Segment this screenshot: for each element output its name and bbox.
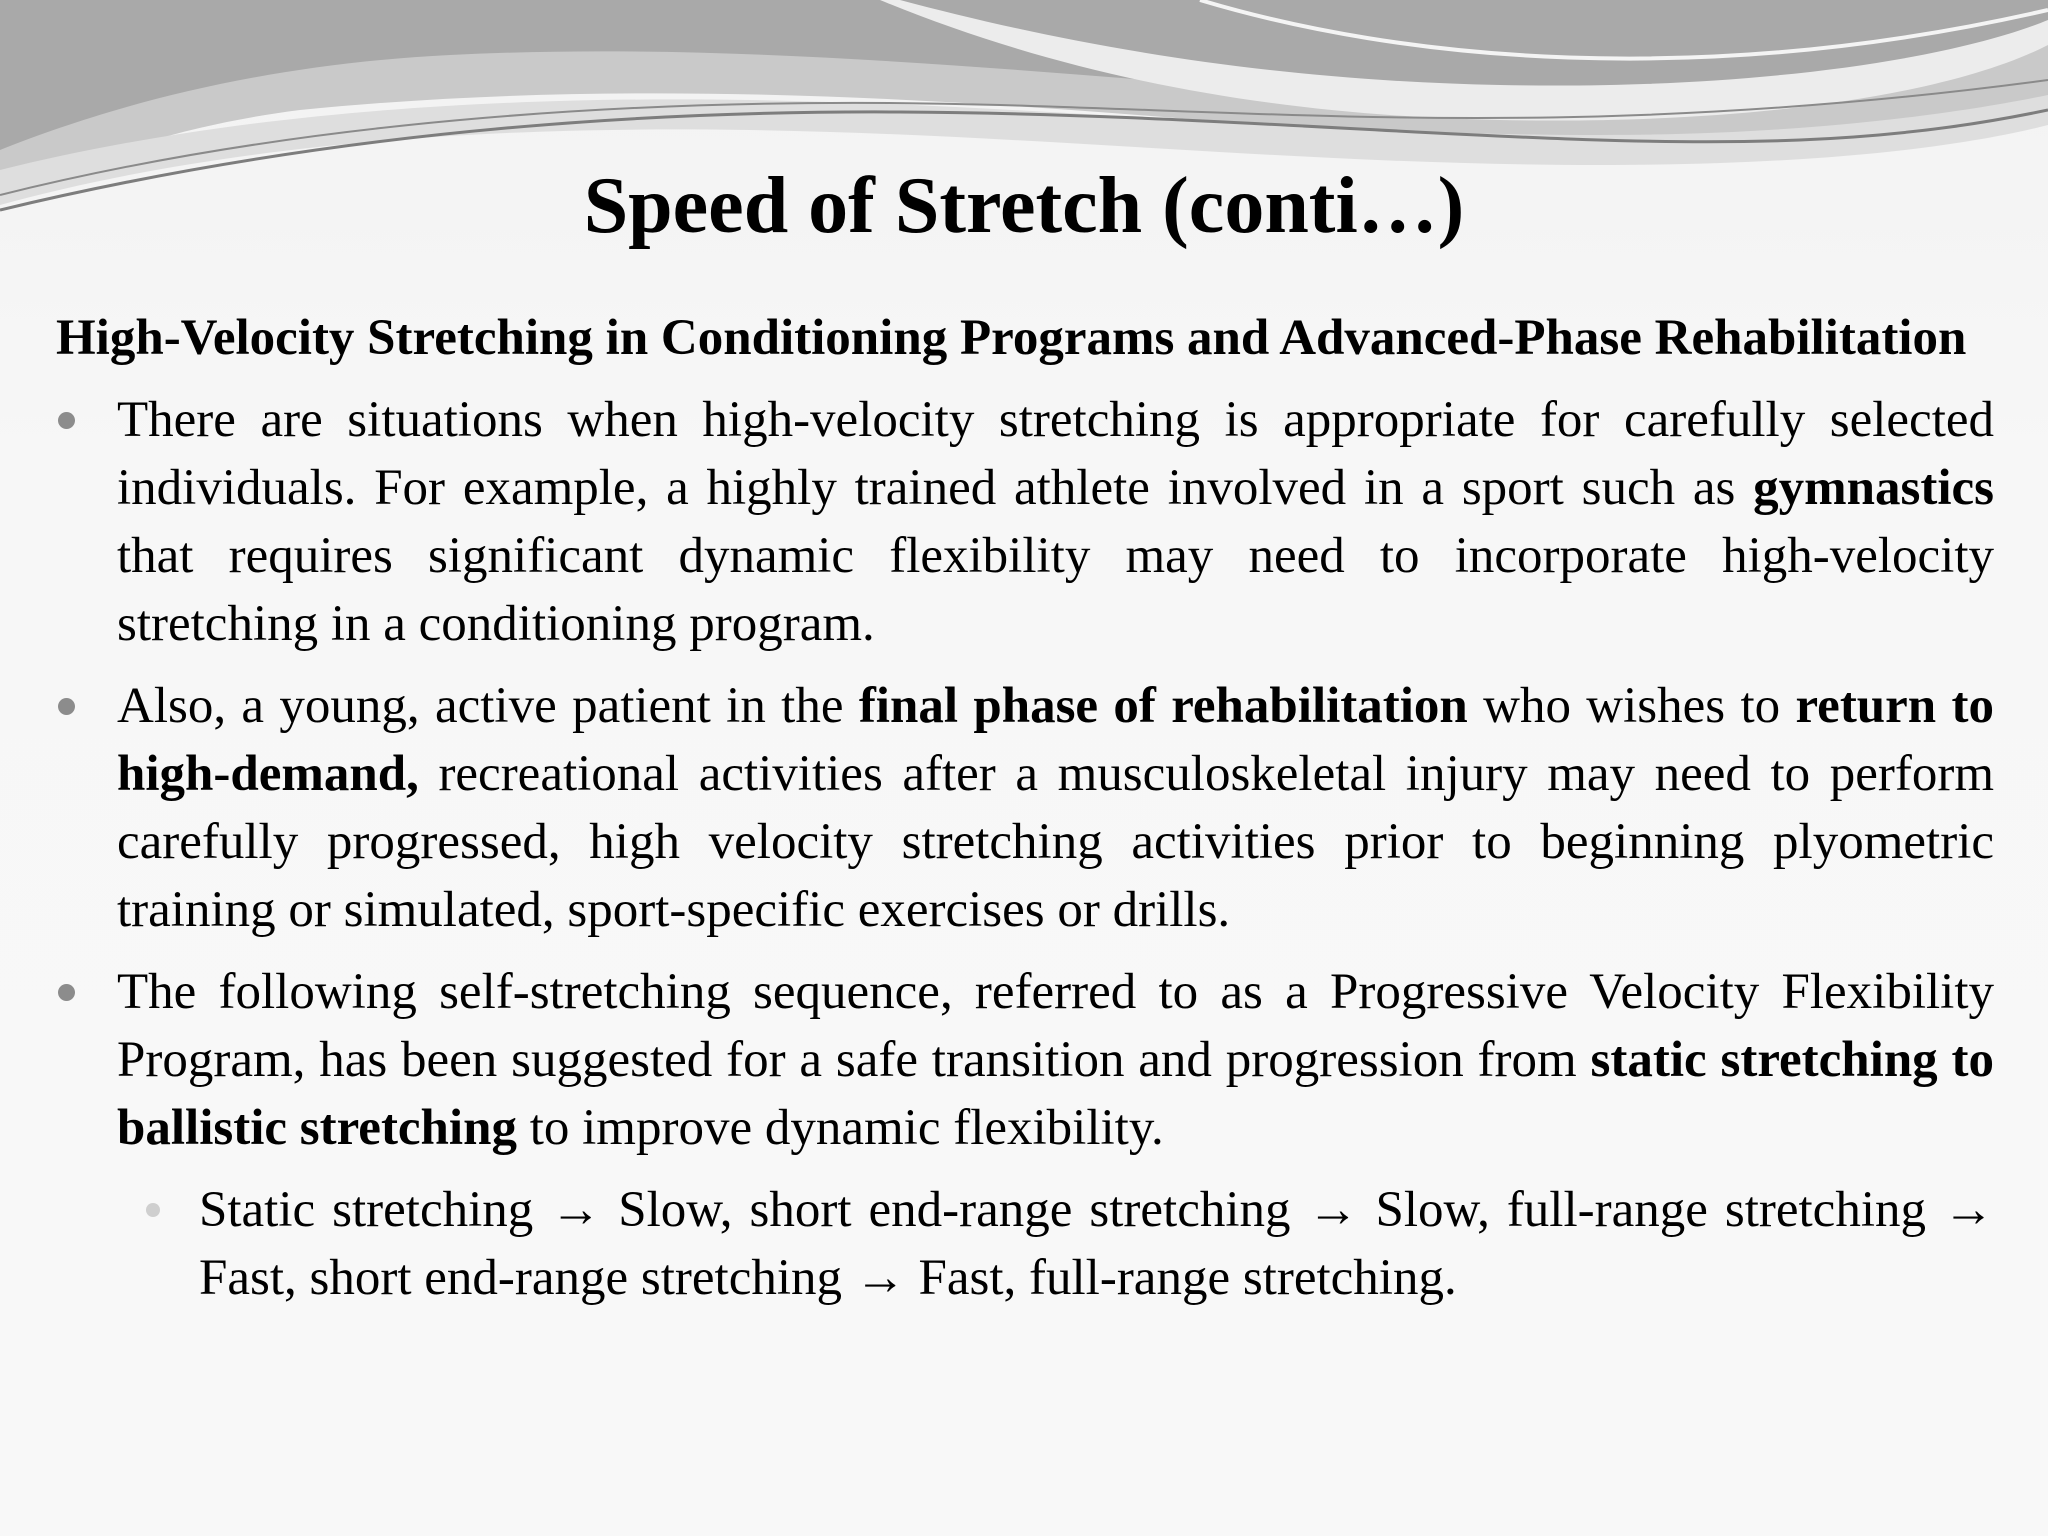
bullet-text: recreational activities after a musculoskeletal injury may need to perform carefully progressed, high velocity stretching activities prior to beginning plyometric training or simulated, sport-specific exercises or drills. [117,746,1994,938]
sub-bullet-text: Static stretching → Slow, short end-range stretching → Slow, full-range stretching → Fast, short end-range stretching → Fast, full-range stretching. [199,1182,1994,1306]
bullet-bold-text: final phase of rehabilitation [858,678,1468,734]
bullet-item-2 [56,672,1994,944]
slide-content [56,304,1994,1312]
bullet-dot-icon [58,984,75,1001]
section-subheading: High-Velocity Stretching in Conditioning Programs and Advanced-Phase Rehabilitation [56,310,1967,366]
bullet-text: to improve dynamic flexibility. [516,1100,1164,1156]
bullet-text: There are situations when high-velocity stretching is appropriate for carefully selected individuals. For example, a highly trained athlete involved in a sport such as [117,392,1994,516]
slide-title: Speed of Stretch (conti…) [583,162,1465,250]
bullet-text: who wishes to [1467,678,1796,734]
bullet-item-3 [56,958,1994,1162]
bullet-bold-text: return to high-demand, [117,678,1994,802]
bullet-dot-icon [58,698,75,715]
bullet-bold-text: gymnastics [1753,460,1994,516]
bullet-bold-text: static stretching to ballistic stretching [117,1032,1994,1156]
bullet-text: The following self-stretching sequence, referred to as a Progressive Velocity Flexibility Program, has been suggested for a safe transition and progression from [117,964,1994,1088]
sub-bullet-dot-icon [146,1203,160,1217]
sub-bullet-item [56,1176,1994,1312]
bullet-text: that requires significant dynamic flexibility may need to incorporate high-velocity stretching in a conditioning program. [117,528,1994,652]
bullet-text: Also, a young, active patient in the [117,678,859,734]
bullet-dot-icon [58,412,75,429]
bullet-item-1 [56,386,1994,658]
